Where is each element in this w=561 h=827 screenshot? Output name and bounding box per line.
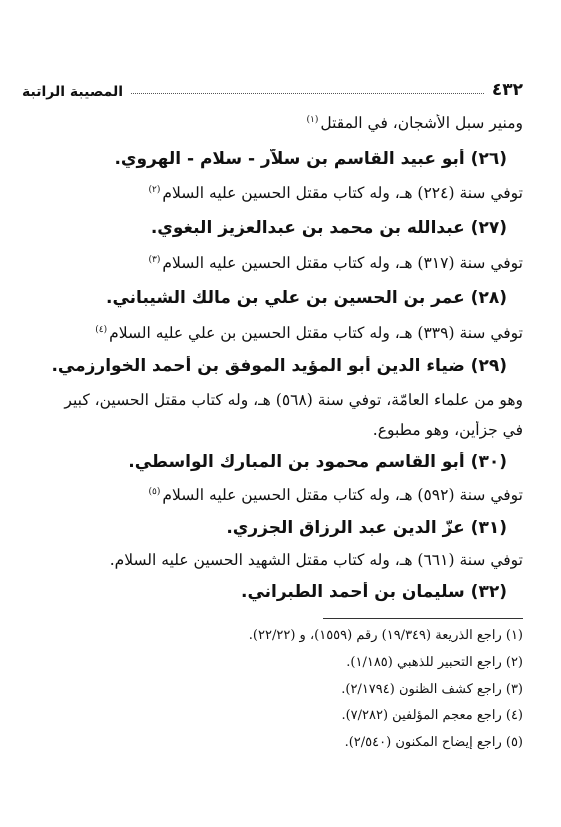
body-line: توفي سنة (٣٣٩) هـ، وله كتاب مقتل الحسين بن علي عليه السلام$^{(٤)}$ [95,324,523,342]
footnote-ref: (١) [306,114,319,125]
entry-heading: (٣٢) سليمان بن أحمد الطبراني. [240,582,507,602]
header-dotted-rule [131,93,484,94]
footnote-ref: (٤) [95,324,108,335]
body-line: ومنير سبل الأشجان، في المقتل$^{(١)}$ [306,114,523,132]
entry-heading: (٣٠) أبو القاسم محمود بن المبارك الواسطي. [128,452,507,472]
footnote-ref: (٣) [148,254,161,265]
running-title: المصيبة الراتبة [22,84,124,100]
footnote: (٥) راجع إيضاح المكنون (٢/٥٤٠). [344,735,523,750]
footnote: (٣) راجع كشف الظنون (٢/١٧٩٤). [341,682,523,697]
entry-heading: (٢٩) ضياء الدين أبو المؤيد الموفق بن أحمد الخوارزمي. [51,356,507,376]
body-line: توفي سنة (٣١٧) هـ، وله كتاب مقتل الحسين عليه السلام$^{(٣)}$ [148,254,523,272]
running-header [22,74,523,100]
footnote: (٤) راجع معجم المؤلفين (٧/٢٨٢). [341,708,523,723]
footnote-ref: (٢) [148,184,161,195]
entry-heading: (٣١) عزّ الدين عبد الرزاق الجزري. [226,518,507,538]
entry-heading: (٢٨) عمر بن الحسين بن علي بن مالك الشيباني. [106,288,507,308]
body-line: توفي سنة (٥٩٢) هـ، وله كتاب مقتل الحسين عليه السلام$^{(٥)}$ [148,486,523,504]
entry-heading: (٢٧) عبدالله بن محمد بن عبدالعزيز البغوي. [150,218,507,238]
page-number: ٤٣٢ [491,80,523,100]
entry-heading: (٢٦) أبو عبيد القاسم بن سلاّر - سلام - الهروي. [114,149,507,169]
footnote-ref: (٥) [148,486,161,497]
body-line: توفي سنة (٦٦١) هـ، وله كتاب مقتل الشهيد الحسين عليه السلام. [109,551,523,569]
body-line: توفي سنة (٢٢٤) هـ، وله كتاب مقتل الحسين عليه السلام$^{(٢)}$ [148,184,523,202]
body-line: في جزأين، وهو مطبوع. [372,421,523,439]
footnote-separator [323,618,523,619]
footnote: (١) راجع الذريعة (١٩/٣٤٩) رقم (١٥٥٩)، و (٢٢/٢٢). [248,628,523,643]
footnote: (٢) راجع التحبير للذهبي (١/١٨٥). [346,655,523,670]
body-line: وهو من علماء العامّة، توفي سنة (٥٦٨) هـ، وله كتاب مقتل الحسين، كبير [64,391,523,409]
